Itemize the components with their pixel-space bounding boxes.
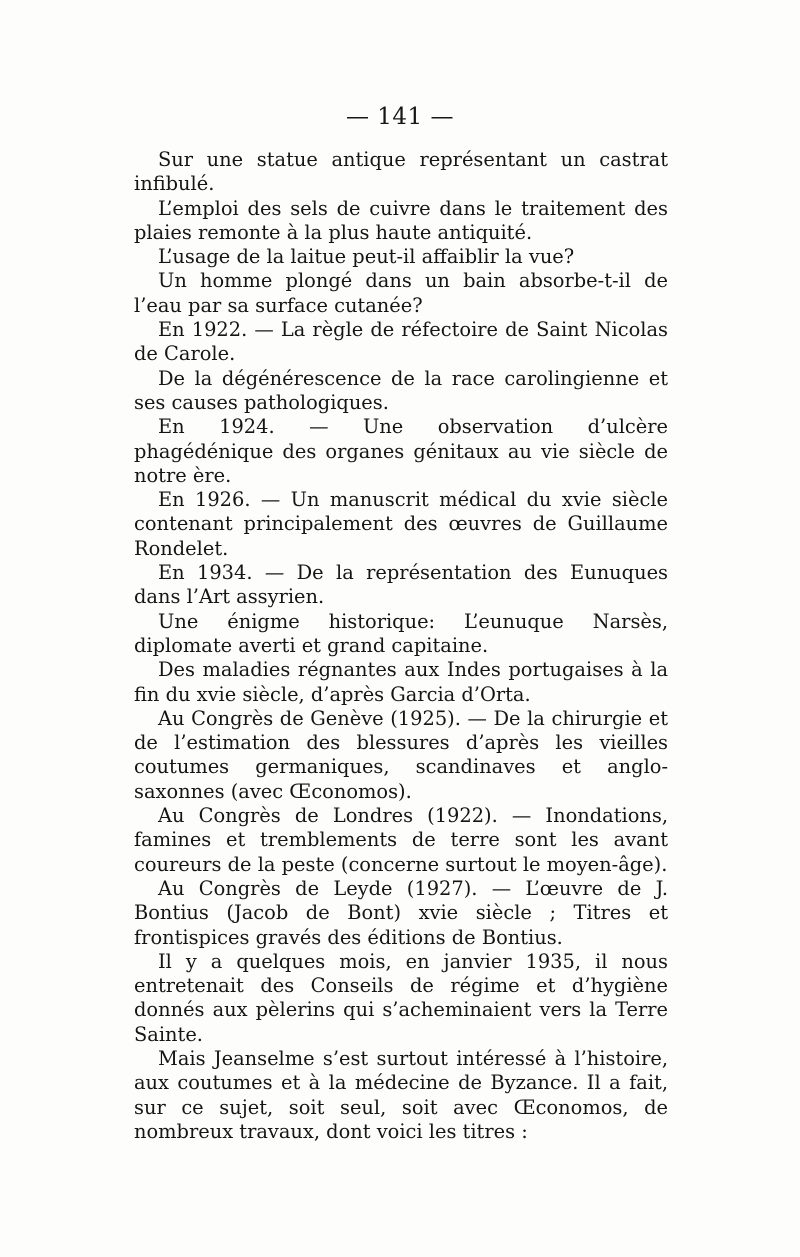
paragraph: Une énigme historique: L’eunuque Narsès, diplomate averti et grand capitaine. xyxy=(134,609,668,657)
body-text xyxy=(134,148,668,1144)
paragraph: L’emploi des sels de cuivre dans le traitement des plaies remonte à la plus haute antiquité. xyxy=(134,196,668,244)
paragraph: En 1924. — Une observation d’ulcère phagédénique des organes génitaux au vie siècle de notre ère. xyxy=(134,415,668,487)
paragraph: Un homme plongé dans un bain absorbe-t-il de l’eau par sa surface cutanée? xyxy=(134,269,668,317)
paragraph: Il y a quelques mois, en janvier 1935, il nous entretenait des Conseils de régime et d’hygiène donnés aux pèlerins qui s’acheminaient vers la Terre Sainte. xyxy=(134,949,668,1046)
paragraph: En 1926. — Un manuscrit médical du xvie siècle contenant principalement des œuvres de Guillaume Rondelet. xyxy=(134,488,668,560)
paragraph: Des maladies régnantes aux Indes portugaises à la fin du xvie siècle, d’après Garcia d’Orta. xyxy=(134,658,668,706)
paragraph: Au Congrès de Genève (1925). — De la chirurgie et de l’estimation des blessures d’après les vieilles coutumes germaniques, scandinaves et anglo-saxonnes (avec Œconomos). xyxy=(134,706,668,803)
paragraph: En 1934. — De la représentation des Eunuques dans l’Art assyrien. xyxy=(134,561,668,609)
paragraph: En 1922. — La règle de réfectoire de Saint Nicolas de Carole. xyxy=(134,318,668,366)
paragraph: Mais Jeanselme s’est surtout intéressé à l’histoire, aux coutumes et à la médecine de Byzance. Il a fait, sur ce sujet, soit seul, soit avec Œconomos, de nombreux travaux, dont voici les titres : xyxy=(134,1046,668,1143)
paragraph: Sur une statue antique représentant un castrat infibulé. xyxy=(134,148,668,196)
page-number: — 141 — xyxy=(345,104,455,130)
paragraph: Au Congrès de Londres (1922). — Inondations, famines et tremblements de terre sont les avant coureurs de la peste (concerne surtout le moyen-âge). xyxy=(134,804,668,876)
paragraph: L’usage de la laitue peut-il affaiblir la vue? xyxy=(158,245,575,269)
paragraph: De la dégénérescence de la race carolingienne et ses causes pathologiques. xyxy=(134,366,668,414)
paragraph: Au Congrès de Leyde (1927). — L’œuvre de J. Bontius (Jacob de Bont) xvie siècle ; Titres et frontispices gravés des éditions de Bontius. xyxy=(134,876,668,949)
